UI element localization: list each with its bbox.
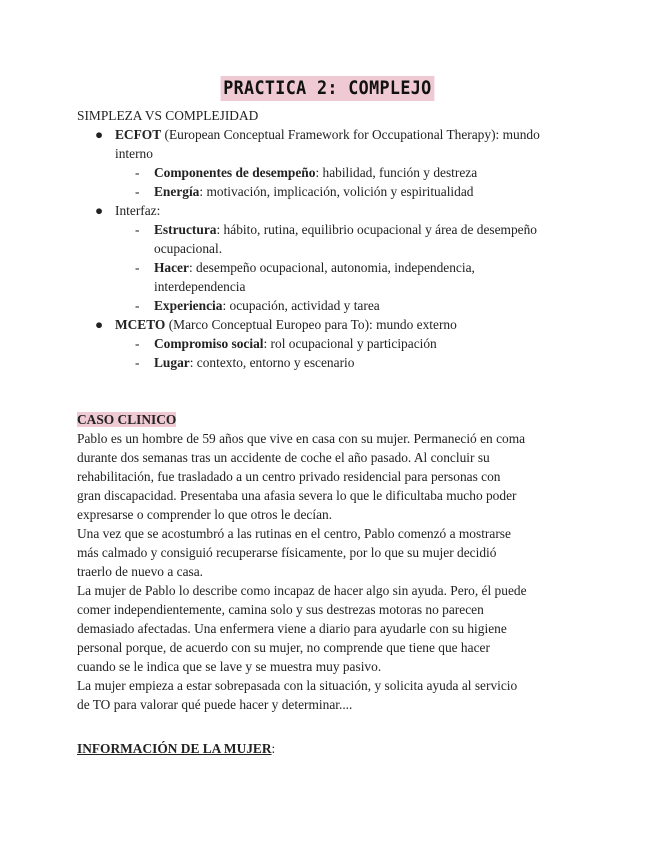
info-heading-line xyxy=(77,739,587,758)
case-line: Una vez que se acostumbró a las rutinas en el centro, Pablo comenzó a mostrarse xyxy=(77,526,511,541)
list-item-ecfot-continuation xyxy=(77,144,587,163)
spacer xyxy=(77,714,587,733)
document-body xyxy=(77,106,587,758)
case-line: de TO para valorar qué puede hacer y determinar.... xyxy=(77,697,353,712)
ecfot-description-cont: interno xyxy=(115,146,153,161)
sub-item-estructura xyxy=(77,220,587,239)
list-item-ecfot xyxy=(77,125,587,144)
case-line: Pablo es un hombre de 59 años que vive en casa con su mujer. Permaneció en coma xyxy=(77,431,526,446)
list-item-interfaz xyxy=(77,201,587,220)
case-line: rehabilitación, fue trasladado a un centro privado residencial para personas con xyxy=(77,469,501,484)
case-line: demasiado afectadas. Una enfermera viene a diario para ayudarle con su higiene xyxy=(77,621,507,636)
bullet-icon: ● xyxy=(95,317,104,332)
page-title: PRACTICA 2: COMPLEJO xyxy=(221,76,435,101)
case-line: personal porque, de acuerdo con su mujer, no comprende que tiene que hacer xyxy=(77,640,490,655)
case-line: La mujer de Pablo lo describe como incapaz de hacer algo sin ayuda. Pero, él puede xyxy=(77,583,527,598)
sub-item-compromiso xyxy=(77,334,587,353)
mceto-description: (Marco Conceptual Europeo para To): mundo externo xyxy=(165,317,457,332)
dash-icon: - xyxy=(135,355,140,370)
term-mceto: MCETO xyxy=(115,317,166,332)
case-heading-line xyxy=(77,410,587,429)
dash-icon: - xyxy=(135,184,140,199)
sub-item-experiencia xyxy=(77,296,587,315)
componentes-description: : habilidad, función y destreza xyxy=(315,165,478,180)
case-line: traerlo de nuevo a casa. xyxy=(77,564,204,579)
sub-item-hacer xyxy=(77,258,587,277)
ecfot-description: (European Conceptual Framework for Occupational Therapy): mundo xyxy=(161,127,540,142)
title-container xyxy=(0,76,655,101)
dash-icon: - xyxy=(135,165,140,180)
term-componentes: Componentes de desempeño xyxy=(154,165,316,180)
lugar-description: : contexto, entorno y escenario xyxy=(189,355,355,370)
outline-list xyxy=(77,125,587,372)
case-line: La mujer empieza a estar sobrepasada con la situación, y solicita ayuda al servicio xyxy=(77,678,518,693)
term-compromiso: Compromiso social xyxy=(154,336,264,351)
dash-icon: - xyxy=(135,336,140,351)
estructura-description: : hábito, rutina, equilibrio ocupacional y área de desempeño xyxy=(216,222,538,237)
sub-item-energia xyxy=(77,182,587,201)
case-heading: CASO CLINICO xyxy=(77,412,177,427)
term-lugar: Lugar xyxy=(154,355,190,370)
case-line: durante dos semanas tras un accidente de coche el año pasado. Al concluir su xyxy=(77,450,490,465)
subtitle: SIMPLEZA VS COMPLEJIDAD xyxy=(77,108,259,123)
sub-item-componentes xyxy=(77,163,587,182)
sub-item-estructura-continuation xyxy=(77,239,587,258)
hacer-description-cont: interdependencia xyxy=(154,279,246,294)
compromiso-description: : rol ocupacional y participación xyxy=(263,336,437,351)
case-line: cuando se le indica que se lave y se muestra muy pasivo. xyxy=(77,659,382,674)
term-experiencia: Experiencia xyxy=(154,298,223,313)
interfaz-label: Interfaz: xyxy=(115,203,161,218)
experiencia-description: : ocupación, actividad y tarea xyxy=(222,298,380,313)
list-item-mceto xyxy=(77,315,587,334)
case-line: comer independientemente, camina solo y sus destrezas motoras no parecen xyxy=(77,602,484,617)
term-estructura: Estructura xyxy=(154,222,217,237)
case-line: gran discapacidad. Presentaba una afasia severa lo que le dificultaba mucho poder xyxy=(77,488,517,503)
dash-icon: - xyxy=(135,298,140,313)
info-heading-colon: : xyxy=(271,741,276,756)
case-paragraphs xyxy=(77,429,587,714)
info-heading: INFORMACIÓN DE LA MUJER xyxy=(77,741,272,756)
dash-icon: - xyxy=(135,222,140,237)
sub-item-hacer-continuation xyxy=(77,277,587,296)
estructura-description-cont: ocupacional. xyxy=(154,241,223,256)
case-line: más calmado y consiguió recuperarse físicamente, por lo que su mujer decidió xyxy=(77,545,497,560)
term-energia: Energía xyxy=(154,184,200,199)
term-hacer: Hacer xyxy=(154,260,189,275)
term-ecfot: ECFOT xyxy=(115,127,162,142)
dash-icon: - xyxy=(135,260,140,275)
bullet-icon: ● xyxy=(95,127,104,142)
sub-item-lugar xyxy=(77,353,587,372)
hacer-description: : desempeño ocupacional, autonomia, independencia, xyxy=(188,260,475,275)
case-line: expresarse o comprender lo que otros le decían. xyxy=(77,507,333,522)
energia-description: : motivación, implicación, volición y espiritualidad xyxy=(199,184,474,199)
bullet-icon: ● xyxy=(95,203,104,218)
